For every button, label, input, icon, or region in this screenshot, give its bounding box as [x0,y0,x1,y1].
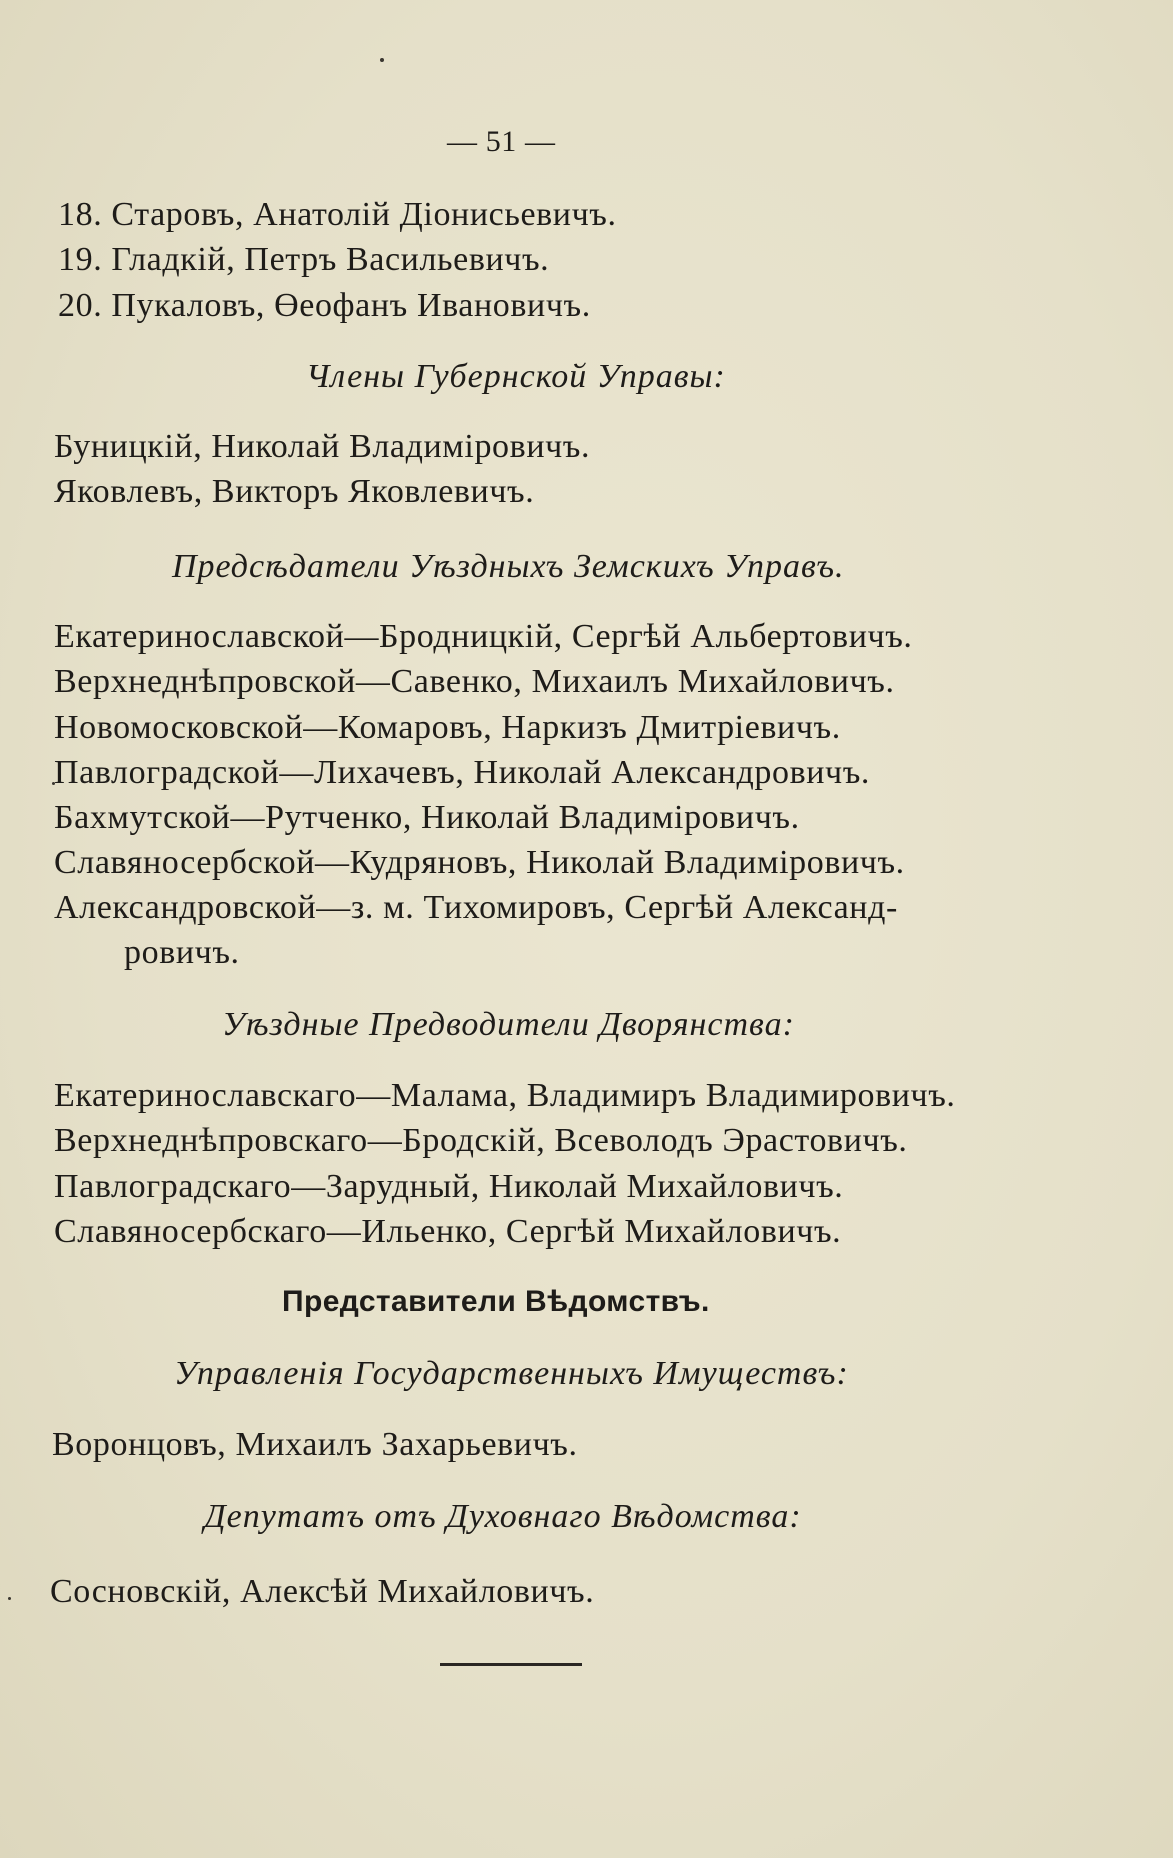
section-heading-uprava: Члены Губернской Управы: [306,358,726,395]
member-18: 18. Старовъ, Анатолій Діонисьевичъ. [58,196,617,233]
state-property-representative: Воронцовъ, Михаилъ Захарьевичъ. [52,1426,578,1463]
section-heading-departments: Представители Вѣдомствъ. [282,1285,710,1318]
chairman-entry: Павлоградской—Лихачевъ, Николай Александровичъ. [54,754,870,791]
chairman-entry: Бахмутской—Рутченко, Николай Владиміровичъ. [54,799,800,836]
chairman-entry: Александровской—з. м. Тихомировъ, Сергѣй Александ- [54,889,898,926]
ink-speck [380,58,384,62]
subsection-heading-spiritual: Депутатъ отъ Духовнаго Вѣдомства: [204,1498,802,1535]
spiritual-deputy: Сосновскій, Алексѣй Михайловичъ. [50,1573,595,1610]
subsection-heading-state-property: Управленія Государственныхъ Имуществъ: [174,1355,849,1392]
page-number: — 51 — [447,125,556,158]
member-19: 19. Гладкій, Петръ Васильевичъ. [58,241,550,278]
marshal-entry: Верхнеднѣпровскаго—Бродскій, Всеволодъ Эрастовичъ. [54,1122,908,1159]
uprava-member: Буницкій, Николай Владиміровичъ. [54,428,591,465]
chairman-entry-continuation: ровичъ. [124,934,240,971]
chairman-entry: Екатеринославской—Бродницкій, Сергѣй Альбертовичъ. [54,618,913,655]
marshal-entry: Павлоградскаго—Зарудный, Николай Михайловичъ. [54,1168,844,1205]
section-heading-uezd-chairmen: Предсѣдатели Уѣздныхъ Земскихъ Управъ. [172,548,845,585]
ink-speck [8,1597,11,1600]
chairman-entry: Новомосковской—Комаровъ, Наркизъ Дмитріевичъ. [54,709,841,746]
section-heading-nobility-marshals: Уѣздные Предводители Дворянства: [222,1006,795,1043]
marshal-entry: Екатеринославскаго—Малама, Владимиръ Владимировичъ. [54,1077,956,1114]
chairman-entry: Верхнеднѣпровской—Савенко, Михаилъ Михайловичъ. [54,663,895,700]
marshal-entry: Славяносербскаго—Ильенко, Сергѣй Михайловичъ. [54,1213,842,1250]
member-20: 20. Пукаловъ, Өеофанъ Ивановичъ. [58,287,591,324]
chairman-entry: Славяносербской—Кудряновъ, Николай Владиміровичъ. [54,844,905,881]
uprava-member: Яковлевъ, Викторъ Яковлевичъ. [54,473,535,510]
closing-rule [440,1663,582,1666]
